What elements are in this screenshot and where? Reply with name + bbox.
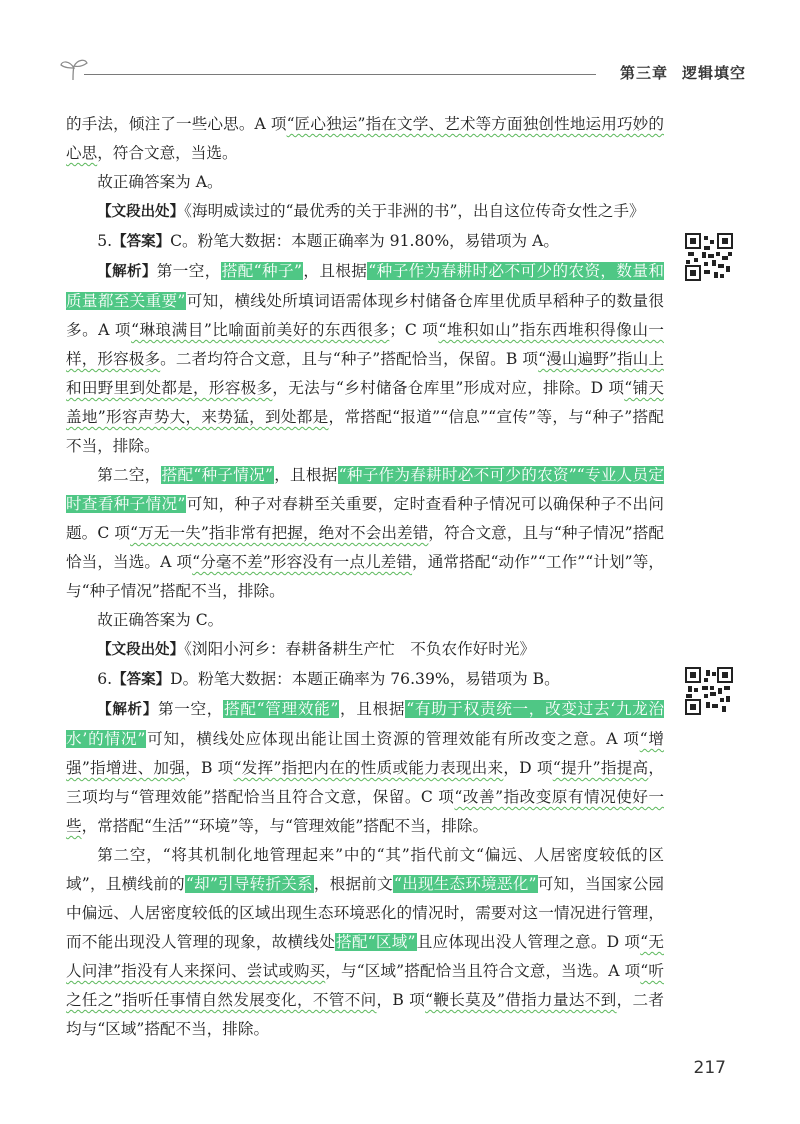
highlight: 搭配“种子情况” xyxy=(161,466,273,484)
text: ，与“区域”搭配恰当且符合文意，当选。A 项 xyxy=(325,962,641,980)
source-text: 《浏阳小河乡：春耕备耕生产忙 不负农作好时光》 xyxy=(184,640,536,658)
source-label: 【文段出处】 xyxy=(97,642,185,658)
wavy-note: “分毫不差”形容没有一点儿差错 xyxy=(192,553,413,571)
answer-text: C。粉笔大数据：本题正确率为 91.80%，易错项为 A。 xyxy=(170,232,559,250)
page-body xyxy=(66,110,664,1044)
source-label: 【文段出处】 xyxy=(97,204,185,220)
text: ，B 项 xyxy=(376,991,426,1009)
text: ，通常搭配“动作”“工作”“计划”等，与“种子情况”搭配不当，排除。 xyxy=(66,553,664,600)
wavy-note: “漫山遍野”指山上和田野里到处都是，形容极多 xyxy=(66,350,664,397)
text: ，且根据 xyxy=(302,262,368,280)
text: 第一空， xyxy=(156,262,221,280)
source-line-1 xyxy=(66,197,664,227)
answer-conclusion-1: 故正确答案为 A。 xyxy=(97,173,223,191)
highlight: 搭配“区域” xyxy=(336,933,416,951)
wavy-note: “听之任之”指听任事情自然发展变化，不管不问 xyxy=(66,962,664,1009)
text: 且应体现出没人管理之意。D 项 xyxy=(416,933,641,951)
text: ，D 项 xyxy=(503,759,553,777)
analysis-label: 【解析】 xyxy=(97,264,157,280)
text: ，B 项 xyxy=(185,759,234,777)
highlight: “却”引导转折关系 xyxy=(185,875,313,893)
text: ，二者均与“区域”搭配不当，排除。 xyxy=(66,991,664,1038)
highlight: 搭配“种子” xyxy=(221,262,302,280)
text: ；C 项 xyxy=(389,321,439,339)
highlight: “种子作为春耕时必不可少的农资”“专业人员定时查看种子情况” xyxy=(66,466,664,513)
analysis-5-part-1 xyxy=(66,257,664,461)
answer-line-5 xyxy=(66,227,664,257)
highlight: “有助于权责统一，改变过去‘九龙治水’的情况” xyxy=(66,700,664,748)
wavy-note: “改善”指改变原有情况使好一些 xyxy=(66,788,664,835)
qr-code-icon[interactable] xyxy=(684,666,734,716)
text: 可知，种子对春耕至关重要，定时查看种子情况可以确保种子不出问题。C 项 xyxy=(66,495,664,542)
text: ，常搭配“报道”“信息”“宣传”等，与“种子”搭配不当，排除。 xyxy=(66,408,664,455)
paragraph-1 xyxy=(66,110,664,168)
text: 可知，横线处所填词语需体现乡村储备仓库里优质早稻种子的数量很多。A 项 xyxy=(66,292,664,339)
chapter-heading xyxy=(620,62,746,83)
wavy-note: “提升”指提高 xyxy=(552,759,649,777)
text: 可知，当国家公园中偏远、人居密度较低的区域出现生态环境恶化的情况时，需要对这一情况进行管理，而不能出现没人管理的现象，故横线处 xyxy=(66,875,664,951)
text: ，常搭配“生活”“环境”等，与“管理效能”搭配不当，排除。 xyxy=(81,817,489,835)
answer-label: 【答案】 xyxy=(112,672,171,688)
chapter-number: 第三章 xyxy=(619,64,668,82)
text: ，三项均与“管理效能”搭配恰当且符合文意，保留。C 项 xyxy=(66,759,664,806)
text: ，根据前文 xyxy=(313,875,393,893)
question-number: 6. xyxy=(97,670,113,688)
question-number: 5. xyxy=(97,232,113,250)
text: ，符合文意，且与“种子情况”搭配恰当，当选。A 项 xyxy=(66,524,664,571)
wavy-note: “发挥”指把内在的性质或能力表现出来 xyxy=(233,759,504,777)
text: ，符合文意，当选。 xyxy=(97,144,238,162)
text: 第二空，“将其机制化地管理起来”中的“其”指代前文“偏远、人居密度较低的区域”，且横线前的 xyxy=(66,846,664,893)
page-number: 217 xyxy=(693,1058,726,1078)
text: 第二空， xyxy=(97,466,161,484)
highlight: “种子作为春耕时必不可少的农资，数量和质量都至关重要” xyxy=(66,262,664,310)
wavy-note: “琳琅满目”比喻面前美好的东西很多 xyxy=(131,321,390,339)
wavy-note: “无人问津”指没有人来探问、尝试或购买 xyxy=(66,933,664,980)
highlight: 搭配“管理效能” xyxy=(224,700,339,718)
answer-text: D。粉笔大数据：本题正确率为 76.39%，易错项为 B。 xyxy=(170,670,560,688)
header-rule xyxy=(84,74,596,75)
text: 第一空， xyxy=(157,700,224,718)
analysis-6-part-2 xyxy=(66,841,664,1044)
text: ，且根据 xyxy=(273,466,338,484)
qr-code-icon[interactable] xyxy=(684,232,734,282)
answer-conclusion-5: 故正确答案为 C。 xyxy=(97,611,224,629)
analysis-label: 【解析】 xyxy=(97,702,158,718)
text: 的手法，倾注了一些心思。A 项 xyxy=(66,115,287,133)
wavy-note: “增强”指增进、加强 xyxy=(66,730,665,777)
answer-label: 【答案】 xyxy=(112,234,171,250)
chapter-title: 逻辑填空 xyxy=(681,64,746,82)
text: 可知，横线处应体现出能让国土资源的管理效能有所改变之意。A 项 xyxy=(146,730,640,748)
text: ，无法与“乡村储备仓库里”形成对应，排除。D 项 xyxy=(272,379,625,397)
page-header xyxy=(56,56,746,86)
analysis-5-part-2 xyxy=(66,461,664,606)
wavy-note: “堆积如山”指东西堆积得像山一样，形容极多 xyxy=(66,321,665,368)
text: ，且根据 xyxy=(339,700,406,718)
answer-line-6 xyxy=(66,665,664,695)
source-line-5 xyxy=(66,635,664,665)
wavy-note: “铺天盖地”形容声势大，来势猛，到处都是 xyxy=(66,379,664,426)
wavy-note: “匠心独运”指在文学、艺术等方面独创性地运用巧妙的心思 xyxy=(66,115,664,162)
source-text: 《海明威读过的“最优秀的关于非洲的书”，出自这位传奇女性之手》 xyxy=(184,202,645,220)
sprout-icon xyxy=(56,56,90,82)
highlight: “出现生态环境恶化” xyxy=(393,875,537,893)
wavy-note: “鞭长莫及”借指力量达不到 xyxy=(425,991,617,1009)
text: 。二者均符合文意，且与“种子”搭配恰当，保留。B 项 xyxy=(160,350,539,368)
wavy-note: “万无一失”指非常有把握，绝对不会出差错 xyxy=(130,524,429,542)
analysis-6-part-1 xyxy=(66,695,664,841)
